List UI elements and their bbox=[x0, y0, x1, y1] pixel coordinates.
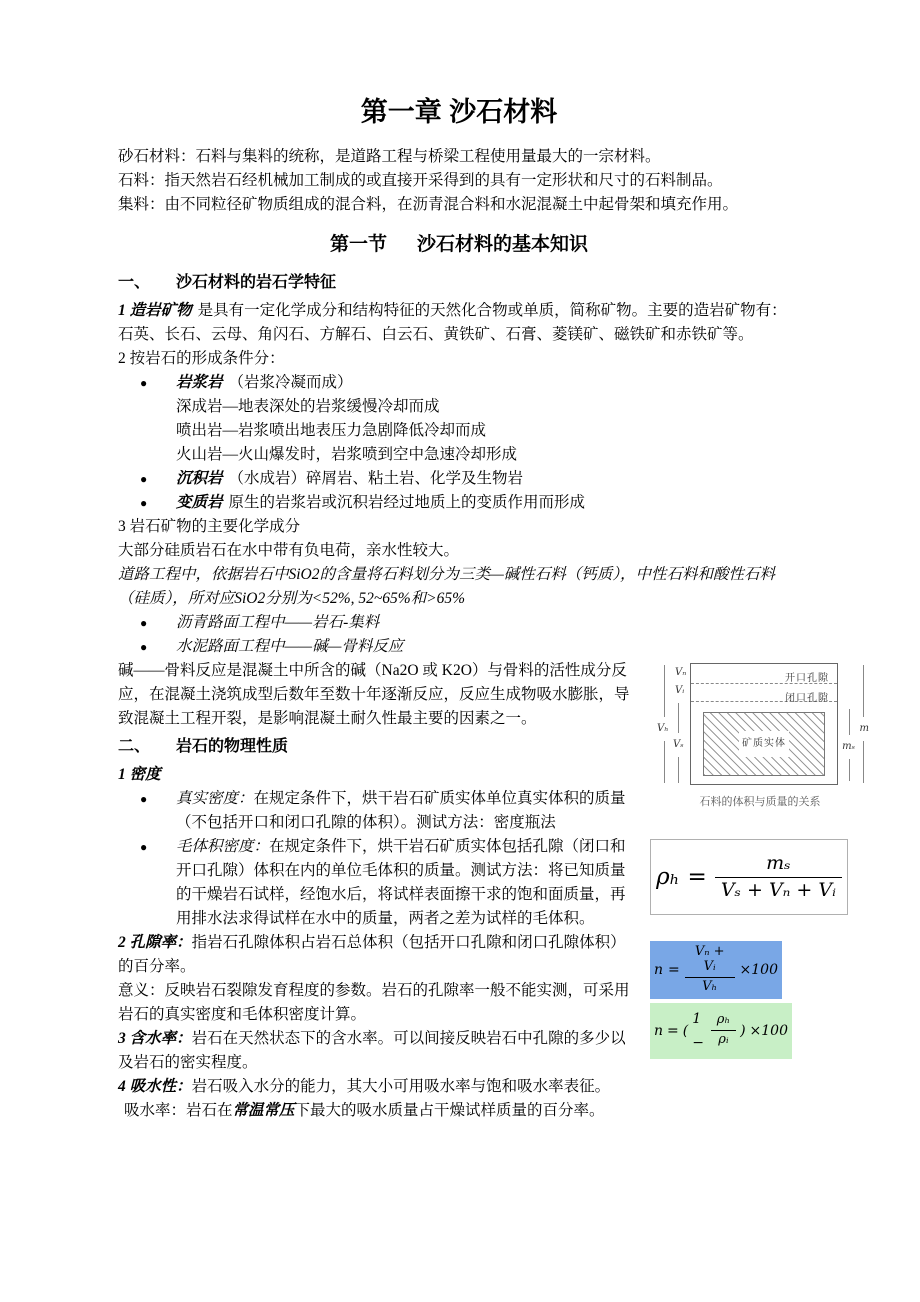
bullet-icon: ● bbox=[140, 792, 148, 806]
magma-subtype-3: 火山岩—火山爆发时，岩浆喷到空中急速冷却形成 bbox=[176, 446, 518, 463]
chemical-composition-line: 3 岩石矿物的主要化学成分 bbox=[118, 518, 301, 535]
density-subheading: 1 密度 bbox=[118, 766, 161, 783]
magma-subtype-2: 喷出岩—岩浆喷出地表压力急剧降低冷却而成 bbox=[176, 422, 487, 439]
fraction-denominator: Vₕ bbox=[685, 977, 735, 995]
open-paren: ( bbox=[682, 1022, 689, 1039]
silica-line: 大部分硅质岩石在水中带有负电荷，亲水性较大。 bbox=[118, 542, 460, 559]
term-true-density: 真实密度： bbox=[176, 790, 254, 807]
true-density-text: 在规定条件下，烘干岩石矿质实体单位真实体积的质量（不包括开口和闭口孔隙的体积）。测试方法：密度瓶法 bbox=[176, 790, 626, 831]
closed-pore-strip bbox=[691, 684, 837, 702]
intro-line-3: 集料：由不同粒径矿物质组成的混合料，在沥青混合料和水泥混凝土中起骨架和填充作用。 bbox=[118, 196, 739, 213]
open-pore-strip bbox=[691, 664, 837, 684]
fraction-numerator: mₛ bbox=[766, 851, 791, 874]
bullet-item-metamorphic-rock bbox=[118, 491, 800, 515]
section-title: 沙石材料的基本知识 bbox=[417, 234, 589, 255]
volume-mass-diagram bbox=[650, 661, 870, 789]
fraction bbox=[711, 1013, 736, 1048]
label-vn: Vₙ bbox=[674, 661, 687, 685]
label-ms: mₛ bbox=[841, 735, 856, 759]
formula-lhs: n bbox=[654, 961, 664, 978]
term-water-absorption: 4 吸水性： bbox=[118, 1078, 192, 1095]
bullet-item-bulk-density bbox=[118, 835, 800, 931]
mineral-solid-area bbox=[703, 712, 825, 776]
bullet-item-true-density bbox=[118, 787, 800, 835]
times-100: ×100 bbox=[749, 1022, 788, 1039]
porosity-formula-volume bbox=[650, 941, 782, 999]
asphalt-bullet-text: 沥青路面工程中——岩石-集料 bbox=[176, 614, 380, 631]
formation-condition-line: 2 按岩石的形成条件分： bbox=[118, 350, 285, 367]
road-engineering-paragraph: 道路工程中，依据岩石中SiO2的含量将石料划分为三类—碱性石料（钙质），中性石料和酸性石料（硅质），所对应SiO2分别为<52%, 52~65%和>65% bbox=[118, 566, 776, 607]
label-m: m bbox=[859, 717, 870, 741]
mineral-paragraph bbox=[118, 299, 800, 347]
porosity-text: 指岩石孔隙体积占岩石总体积（包括开口孔隙和闭口孔隙体积）的百分率。 bbox=[118, 934, 626, 975]
water-absorption-text: 岩石吸入水分的能力，其大小可用吸水率与饱和吸水率表征。 bbox=[191, 1078, 611, 1095]
bullet-icon: ● bbox=[140, 472, 148, 486]
part1-number: 一、 bbox=[118, 274, 151, 291]
term-metamorphic-rock: 变质岩 bbox=[176, 494, 223, 511]
absorption-rate-paragraph bbox=[118, 1099, 800, 1123]
term-sedimentary-rock: 沉积岩 bbox=[176, 470, 223, 487]
bullet-item-cement bbox=[118, 635, 800, 659]
water-absorption-paragraph bbox=[118, 1075, 800, 1099]
intro-line-1: 砂石材料：石料与集料的统称，是道路工程与桥梁工程使用量最大的一宗材料。 bbox=[118, 148, 661, 165]
bullet-icon: ● bbox=[140, 840, 148, 854]
stone-volume-box bbox=[690, 663, 838, 785]
one-minus: 1 − bbox=[692, 1010, 704, 1051]
open-pore-label: 开口孔隙 bbox=[785, 673, 829, 684]
metamorphic-rock-text: 原生的岩浆岩或沉积岩经过地质上的变质作用而形成 bbox=[228, 494, 586, 511]
term-magmatic-rock: 岩浆岩 bbox=[176, 374, 223, 391]
term-water-content: 3 含水率： bbox=[118, 1030, 192, 1047]
part1-title: 沙石材料的岩石学特征 bbox=[176, 274, 337, 291]
fraction-denominator: ρᵢ bbox=[711, 1030, 736, 1048]
formula-lhs: ρₕ bbox=[656, 864, 680, 890]
times-100: ×100 bbox=[739, 961, 778, 978]
bullet-item-magmatic-rock bbox=[118, 371, 800, 395]
term-porosity: 2 孔隙率： bbox=[118, 934, 192, 951]
equals-sign: = bbox=[687, 864, 707, 890]
figure-caption: 石料的体积与质量的关系 bbox=[699, 796, 821, 808]
magma-subtype-1: 深成岩—地表深处的岩浆缓慢冷却而成 bbox=[176, 398, 440, 415]
bullet-icon: ● bbox=[140, 640, 148, 654]
bullet-icon: ● bbox=[140, 616, 148, 630]
term-bulk-density: 毛体积密度： bbox=[176, 838, 270, 855]
bullet-item-sedimentary-rock bbox=[118, 467, 800, 491]
mineral-text: 是具有一定化学成分和结构特征的天然化合物或单质，简称矿物。主要的造岩矿物有：石英、长石、云母、角闪石、方解石、白云石、黄铁矿、石膏、菱镁矿、磁铁矿和赤铁矿等。 bbox=[118, 302, 787, 343]
section-heading bbox=[118, 231, 800, 259]
label-vh: Vₕ bbox=[656, 717, 670, 741]
porosity-formula-density bbox=[650, 1003, 792, 1059]
bullet-item-asphalt bbox=[118, 611, 800, 635]
label-vs: Vₛ bbox=[672, 733, 685, 757]
absorption-rate-pre: 吸水率：岩石在 bbox=[124, 1102, 233, 1119]
closed-pore-label: 闭口孔隙 bbox=[785, 693, 829, 704]
porosity-meaning-paragraph: 意义：反映岩石裂隙发育程度的参数。岩石的孔隙率一般不能实测，可采用岩石的真实密度和毛体积密度计算。 bbox=[118, 982, 630, 1023]
bullet-icon: ● bbox=[140, 496, 148, 510]
absorption-rate-post: 下最大的吸水质量占干燥试样质量的百分率。 bbox=[294, 1102, 605, 1119]
fraction-numerator: Vₙ + Vᵢ bbox=[694, 944, 725, 974]
section-label: 第一节 bbox=[329, 234, 387, 255]
fraction-numerator: ρₕ bbox=[716, 1012, 731, 1028]
alkali-aggregate-paragraph: 碱——骨料反应是混凝土中所含的碱（Na2O 或 K2O）与骨料的活性成分反应，在混凝土浇筑成型后数年至数十年逐渐反应，反应生成物吸水膨胀，导致混凝土工程开裂，是影响混凝土耐久性最主要的因素之一。 bbox=[118, 662, 630, 727]
water-content-text: 岩石在天然状态下的含水率。可以间接反映岩石中孔隙的多少以及岩石的密实程度。 bbox=[118, 1030, 626, 1071]
label-vi: Vᵢ bbox=[674, 679, 685, 703]
part2-title: 岩石的物理性质 bbox=[176, 738, 289, 755]
term-normal-temp-pressure: 常温常压 bbox=[232, 1102, 295, 1119]
mineral-solid-label: 矿质实体 bbox=[739, 731, 789, 757]
equals-sign: = bbox=[667, 1022, 679, 1039]
cement-bullet-text: 水泥路面工程中——碱—骨料反应 bbox=[176, 638, 404, 655]
part1-heading bbox=[118, 271, 800, 295]
sedimentary-rock-text: （水成岩）碎屑岩、粘土岩、化学及生物岩 bbox=[228, 470, 524, 487]
chapter-title: 第一章 沙石材料 bbox=[360, 97, 558, 127]
magmatic-rock-text: （岩浆冷凝而成） bbox=[228, 374, 353, 391]
part2-number: 二、 bbox=[118, 738, 151, 755]
fraction bbox=[685, 945, 735, 995]
term-rock-forming-mineral: 1 造岩矿物 bbox=[118, 302, 192, 319]
bullet-icon: ● bbox=[140, 376, 148, 390]
bulk-density-text: 在规定条件下，烘干岩石矿质实体包括孔隙（闭口和开口孔隙）体积在内的单位毛体积的质量。测试方法：将已知质量的干燥岩石试样，经饱水后，将试样表面擦干求的饱和面质量，再用排水法求得试样在水中的质量，两者之差为试样的毛体积。 bbox=[176, 838, 626, 927]
intro-line-2: 石料：指天然岩石经机械加工制成的或直接开采得到的具有一定形状和尺寸的石料制品。 bbox=[118, 172, 723, 189]
close-paren: ) bbox=[740, 1022, 746, 1039]
equals-sign: = bbox=[668, 961, 680, 978]
fraction-denominator: Vₛ + Vₙ + Vᵢ bbox=[715, 877, 842, 902]
formula-lhs: n bbox=[654, 1022, 664, 1039]
